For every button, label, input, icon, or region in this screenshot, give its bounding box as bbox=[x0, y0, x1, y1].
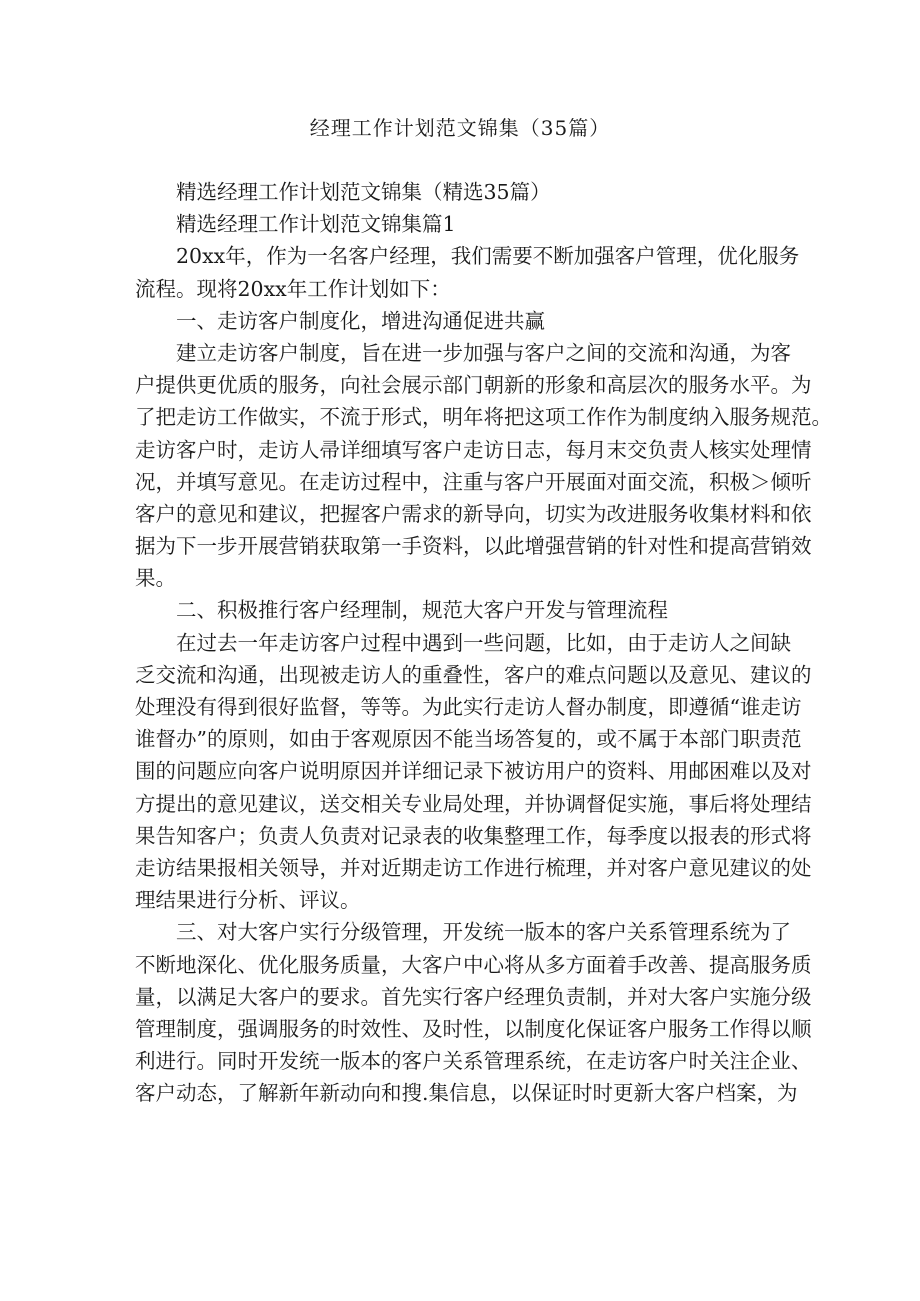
text-line: 走访结果报相关领导，并对近期走访工作进行梳理，并对客户意见建议的处 bbox=[135, 855, 812, 880]
text-line: 量，以满足大客户的要求。首先实行客户经理负责制，并对大客户实施分级 bbox=[135, 984, 812, 1009]
text-line: 二、积极推行客户经理制，规范大客户开发与管理流程 bbox=[176, 598, 668, 623]
document-body bbox=[135, 176, 832, 1109]
text-line: 利进行。同时开发统一版本的客户关系管理系统，在走访客户时关注企业、 bbox=[135, 1049, 812, 1074]
text-line: 精选经理工作计划范文锦集篇1 bbox=[176, 212, 456, 237]
text-line: 果告知客户；负责人负责对记录表的收集整理工作，每季度以报表的形式将 bbox=[135, 823, 812, 848]
text-line: 精选经理工作计划范文锦集（精选35篇） bbox=[176, 180, 551, 204]
text-line: 处理没有得到很好监督，等等。为此实行走访人督办制度，即遵循“谁走访 bbox=[135, 695, 802, 719]
text-line: 据为下一步开展营销获取第一手资料，以此增强营销的针对性和提高营销效 bbox=[135, 534, 812, 559]
text-line: 一、走访客户制度化，增进沟通促进共赢 bbox=[176, 308, 545, 333]
text-line: 管理制度，强调服务的时效性、及时性，以制度化保证客户服务工作得以顺 bbox=[135, 1016, 812, 1041]
text-line: 果。 bbox=[135, 566, 176, 591]
text-line: 在过去一年走访客户过程中遇到一些问题，比如，由于走访人之间缺 bbox=[176, 630, 791, 655]
text-line: 户提供更优质的服务，向社会展示部门朝新的形象和高层次的服务水平。为 bbox=[135, 373, 812, 398]
text-line: 乏交流和沟通，出现被走访人的重叠性，客户的难点问题以及意见、建议的 bbox=[135, 662, 812, 687]
text-line: 建立走访客户制度，旨在进一步加强与客户之间的交流和沟通，为客 bbox=[176, 340, 791, 365]
text-line: 客户的意见和建议，把握客户需求的新导向，切实为改进服务收集材料和依 bbox=[135, 501, 812, 526]
text-line: 不断地深化、优化服务质量，大客户中心将从多方面着手改善、提高服务质 bbox=[135, 952, 812, 977]
text-line: 客户动态，了解新年新动向和搜.集信息，以保证时时更新大客户档案，为 bbox=[135, 1081, 798, 1106]
text-line: 20xx年，作为一名客户经理，我们需要不断加强客户管理，优化服务 bbox=[176, 244, 800, 269]
text-line: 围的问题应向客户说明原因并详细记录下被访用户的资料、用邮困难以及对 bbox=[135, 759, 812, 784]
document-title: 经理工作计划范文锦集（35篇） bbox=[309, 116, 611, 140]
text-line: 流程。现将20xx年工作计划如下： bbox=[135, 276, 451, 301]
text-line: 走访客户时，走访人帚详细填写客户走访日志，每月末交负责人核实处理情 bbox=[135, 437, 812, 462]
text-line: 三、对大客户实行分级管理，开发统一版本的客户关系管理系统为了 bbox=[176, 920, 791, 945]
text-line: 谁督办”的原则，如由于客观原因不能当场答复的，或不属于本部门职责范 bbox=[135, 727, 802, 752]
text-line: 况，并填写意见。在走访过程中，注重与客户开展面对面交流，积极＞倾听 bbox=[135, 469, 812, 494]
text-line: 了把走访工作做实，不流于形式，明年将把这项工作作为制度纳入服务规范。 bbox=[135, 405, 832, 430]
text-line: 方提出的意见建议，送交相关专业局处理，并协调督促实施，事后将处理结 bbox=[135, 791, 812, 816]
text-line: 理结果进行分析、评议。 bbox=[135, 888, 361, 913]
